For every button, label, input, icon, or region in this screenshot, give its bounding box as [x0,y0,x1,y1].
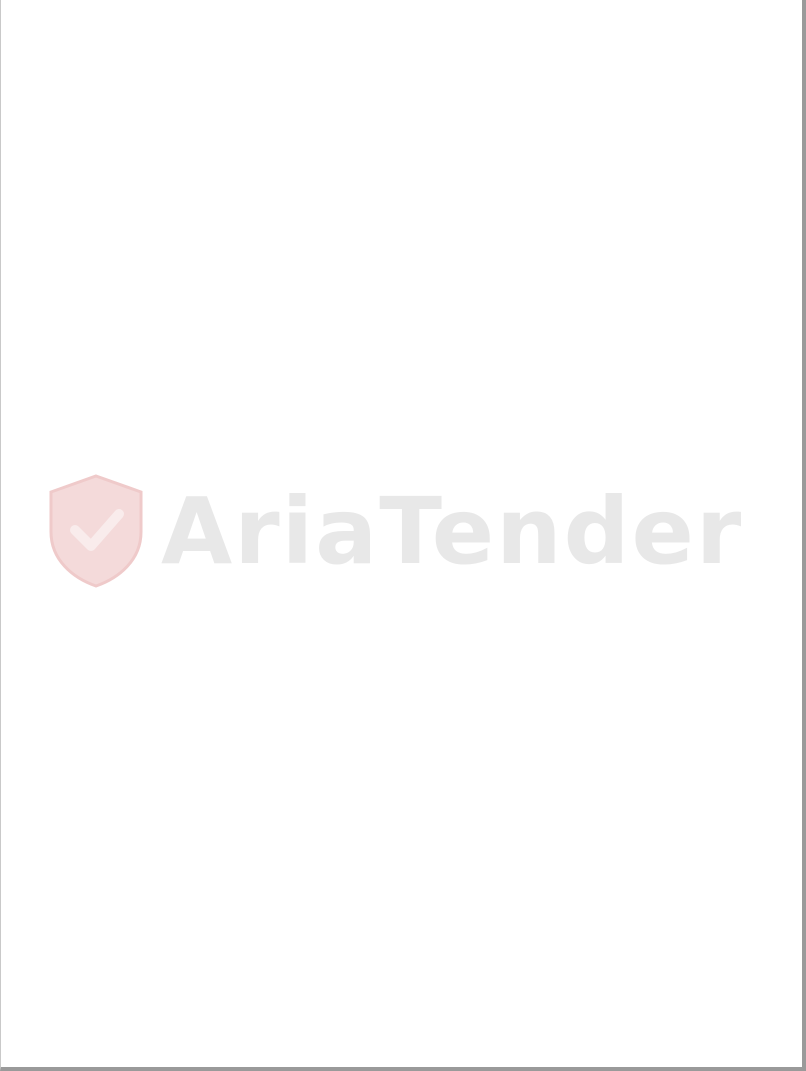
notice-content [19,30,784,100]
watermark-logo [41,470,744,590]
shield-icon [41,470,151,590]
watermark-text: AriaTender [161,478,744,585]
